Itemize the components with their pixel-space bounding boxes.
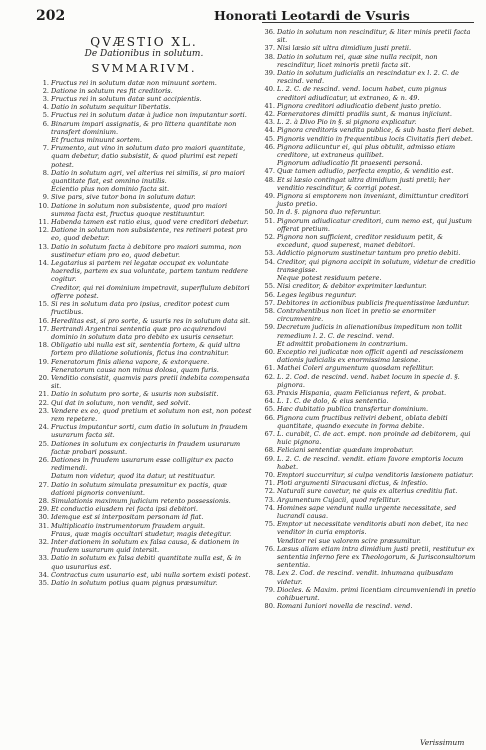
entry-number: 21. <box>38 390 49 399</box>
entry-text: Pignora cum fructibus reliviri debent, oblata debiti quantitate, quando execute in forma debite. <box>277 413 448 430</box>
entry-text: Qui dat in solutum, non vendit, sed solvit. <box>51 398 191 407</box>
summary-entry <box>262 53 476 69</box>
summary-entry <box>262 176 476 192</box>
summary-entry <box>262 143 476 159</box>
entry-text: Vendere ex eo, quod pretium et solutum non est, non potest rem repetere. <box>51 406 252 423</box>
entry-number: 66. <box>264 413 275 422</box>
summary-entry <box>36 358 252 366</box>
page-header <box>36 6 476 28</box>
summary-entry <box>36 169 252 185</box>
summary-entry <box>262 233 476 249</box>
summary-entry <box>262 537 476 545</box>
entry-text: Feliciani sententiæ quædam improbatur. <box>277 446 414 455</box>
summary-entry <box>262 389 476 397</box>
entry-text: Naturali sure cavetur, ne quis ex alterius creditiu fiat. <box>277 487 458 496</box>
summary-entry <box>36 538 252 554</box>
left-summary-list <box>36 79 252 588</box>
entry-number: 64. <box>264 397 275 406</box>
entry-number: 38. <box>264 52 275 61</box>
summary-entry <box>262 487 476 495</box>
entry-number: 6. <box>42 119 49 128</box>
summary-entry <box>36 317 252 325</box>
entry-number: 78. <box>264 569 275 578</box>
entry-text: Inter dationem in solutum ex falsa causa, & dationem in fraudem usurarum quid intersit. <box>51 537 240 555</box>
entry-text: Homines sape vendunt nulla urgente necessitate, sed lucrandi causa. <box>277 503 457 520</box>
entry-text: Pignora si emptorem non inveniant, dimittuntur creditori justo pretio. <box>277 192 469 209</box>
entry-text: Emptori succurritur, si culpa venditoris læsionem patiatur. <box>277 470 474 479</box>
summary-entry <box>262 496 476 504</box>
entry-text: Dationes in fraudem usurarum esse colligitur ex pacto redimendi. <box>51 455 234 473</box>
entry-text: Ploti argumenti Siracusani dictus, & infestio. <box>277 479 428 488</box>
entry-number: 14. <box>38 259 49 268</box>
entry-text: Exceptio rei judicatæ non officit agenti ad rescissionem dationis judicialis ex enormissima læsione. <box>277 347 464 365</box>
left-column <box>36 28 252 587</box>
entry-number: 28. <box>38 496 49 505</box>
summary-entry <box>262 545 476 570</box>
entry-text: Læsus aliam etiam intra dimidium justi pretii, restitutur ex sententia inferno fere ex Theologorum, & Jurisconsultorum sententia. <box>277 544 476 570</box>
entry-number: 63. <box>264 388 275 397</box>
summary-entry <box>262 159 476 167</box>
summary-entry <box>36 513 252 521</box>
entry-number: 79. <box>264 585 275 594</box>
entry-number: 34. <box>38 570 49 579</box>
entry-number: 18. <box>38 341 49 350</box>
summary-entry <box>262 479 476 487</box>
question-subheading: De Dationibus in solutum. <box>84 49 204 60</box>
summary-entry <box>36 530 252 538</box>
summary-entry <box>262 504 476 520</box>
entry-number: 10. <box>38 201 49 210</box>
summary-entry <box>36 423 252 439</box>
entry-text: L. 2. C. de rescind. vend. locum habet, cum pignus creditori adiudicatur, ut extraneo, & n. 49. <box>277 85 447 102</box>
entry-number: 37. <box>264 44 275 53</box>
entry-number: 68. <box>264 446 275 455</box>
summary-entry <box>36 95 252 103</box>
entry-text: Contractus cum usurario est, ubi nulla sortem existi potest. <box>51 570 251 579</box>
summary-entry <box>36 226 252 242</box>
entry-text: Et fructus minuunt sortem. <box>51 136 142 145</box>
entry-text: Obligatio ubi nulla est sit, sententia fortem, & quid ultra fortem pro dilatione solutionis, fictus ina contrahitur. <box>51 341 241 358</box>
entry-number: 58. <box>264 306 275 315</box>
entry-text: Pignora adiicuntur ei, qui plus obtulit, admisso etiam creditore, ut extraneus quilibet. <box>277 142 456 160</box>
entry-text: Pignorum adiudicatur creditori, cum nemo est, qui justum offerat pretium. <box>277 216 472 233</box>
entry-number: 57. <box>264 298 275 307</box>
entry-number: 46. <box>264 142 275 151</box>
entry-number: 36. <box>264 28 275 36</box>
summary-entry <box>36 522 252 530</box>
summary-entry <box>36 202 252 218</box>
entry-text: Diocles. & Maxim. primi licentiam circumveniendi in pretio cohibuerunt. <box>277 585 476 603</box>
summary-entry <box>36 579 252 587</box>
summary-entry <box>36 481 252 497</box>
entry-number: 39. <box>264 69 275 78</box>
entry-text: Leges legibus reguntur. <box>277 290 357 299</box>
entry-number: 55. <box>264 282 275 291</box>
entry-number: 70. <box>264 470 275 479</box>
entry-text: Idemque est si interpositam personam id fiat. <box>51 513 204 522</box>
entry-number: 67. <box>264 429 275 438</box>
summary-entry <box>36 440 252 456</box>
entry-number: 62. <box>264 372 275 381</box>
entry-text: Pignora non sufficient, creditor residuum petit, & excedunt, quod superest, manet debitori. <box>277 233 444 250</box>
entry-text: Datione in solutum non subsistente, res retineri potest pro eo, quod debetur. <box>51 226 248 243</box>
entry-number: 24. <box>38 423 49 432</box>
summary-entry <box>262 323 476 339</box>
entry-text: Datio in solutum agri, vel alterius rei similis, si pro maiori quantitate fiat, est omnino inutilis. <box>51 168 245 186</box>
entry-number: 5. <box>42 111 49 120</box>
entry-text: Venditio consistit, quamvis pars pretii indebita compensata sit. <box>51 373 250 391</box>
entry-text: Datione in solutum res fit creditoris. <box>51 86 173 95</box>
summary-entry <box>36 374 252 390</box>
entry-number: 53. <box>264 249 275 258</box>
header-rule <box>262 22 474 23</box>
entry-number: 56. <box>264 290 275 299</box>
summary-entry <box>36 79 252 87</box>
right-column <box>262 28 476 610</box>
summary-entry <box>262 118 476 126</box>
entry-number: 65. <box>264 405 275 414</box>
summary-entry <box>36 120 252 136</box>
entry-text: Sive pars, sive tutor bona in solutum datur. <box>51 193 196 202</box>
summary-entry <box>262 274 476 282</box>
entry-text: Feneratorum causa non minus dolosa, quam furis. <box>51 365 219 374</box>
entry-text: Si res in solutum data pro ipsius, creditor potest cum fructibus. <box>51 300 230 317</box>
entry-number: 30. <box>38 513 49 522</box>
summary-entry <box>36 571 252 579</box>
entry-text: Pignoris venditio in frequentibus locis Civitatis fieri debet. <box>277 134 473 143</box>
entry-number: 54. <box>264 257 275 266</box>
summary-entry <box>36 407 252 423</box>
entry-text: Nisi creditor, & debitor exprimiter læduntur. <box>277 282 427 291</box>
entry-text: Legatarius si partem rei legatæ occupat ex voluntate haeredis, partem ex sua voluntate, partem tantum reddere cogitur. <box>51 259 248 284</box>
summary-entry <box>262 192 476 208</box>
entry-number: 69. <box>264 454 275 463</box>
entry-text: Datio in solutum pro sorte, & usuris non subsistit. <box>51 390 219 399</box>
entry-number: 16. <box>38 316 49 325</box>
entry-number: 12. <box>38 226 49 235</box>
summary-entry <box>262 69 476 85</box>
entry-number: 48. <box>264 175 275 184</box>
entry-number: 3. <box>42 95 49 104</box>
entry-text: In d. §. pignora duo referuntur. <box>277 208 381 217</box>
entry-text: L. 2. à Divo Pio in §. si pignora explicatur. <box>277 118 417 127</box>
entry-number: 19. <box>38 357 49 366</box>
entry-text: Creditor, qui rei dominium impetravit, superflulum debitori offerre potest. <box>51 283 250 300</box>
entry-text: Feneratorum finis aliena vapore, & extorquere. <box>51 357 210 366</box>
entry-number: 4. <box>42 103 49 112</box>
entry-text: Datum non videtur, quod ita datur, ut restituatur. <box>51 472 216 481</box>
entry-text: Ecientio plus non dominio facta sit. <box>51 185 170 194</box>
summary-entry <box>262 446 476 454</box>
page-number: 202 <box>36 8 66 24</box>
summary-entry <box>262 455 476 471</box>
entry-text: L. 2. Cod. de rescind. vend. habet locum in specie d. §. pignora. <box>277 372 460 389</box>
entry-text: Hæc dubitatio publica transfertur dominium. <box>277 405 429 414</box>
entry-text: Dationes in solutum ex conjecturis in fraudem usurarum factæ probari possunt. <box>51 439 241 456</box>
summary-entry <box>36 111 252 119</box>
question-heading: QVÆSTIO XL. <box>90 35 198 49</box>
entry-text: Bertrandi Argentrai sententia quæ pro acquirendovi dominio in solutum data pro debito ex usuris censetur. <box>51 324 234 341</box>
summary-entry <box>262 373 476 389</box>
summary-entry <box>36 554 252 570</box>
entry-number: 23. <box>38 406 49 415</box>
entry-text: Neque potest residuum petere. <box>277 274 382 283</box>
entry-text: Addictio pignorum sustinetur tantum pro pretio debiti. <box>277 249 461 258</box>
summary-entry <box>36 390 252 398</box>
running-title: Honorati Leotardi de Vsuris <box>214 8 410 23</box>
catchword: Verissimum <box>420 738 465 747</box>
entry-number: 33. <box>38 554 49 563</box>
entry-number: 80. <box>264 602 275 611</box>
entry-number: 50. <box>264 208 275 217</box>
entry-text: L. 2. C. de rescind. vendit. etiam favore emptoris locum habet. <box>277 454 464 471</box>
entry-number: 71. <box>264 479 275 488</box>
entry-text: Fructus rei in solutum datæ non minuunt sortem. <box>51 78 217 87</box>
entry-text: Hereditas est, si pro sorte, & usuris res in solutum data sit. <box>51 316 251 325</box>
entry-text: Contrahentibus non licet in pretio se enormiter circumvenire. <box>277 306 436 324</box>
entry-text: Mathei Coleri argumentum quosdam refellitur. <box>277 364 434 373</box>
entry-number: 27. <box>38 480 49 489</box>
entry-text: Praxis Hispania, quam Felicianus refert, & probat. <box>277 388 447 397</box>
entry-text: Et admittit probationem in contrarium. <box>277 339 408 348</box>
summary-entry <box>262 135 476 143</box>
entry-number: 74. <box>264 503 275 512</box>
entry-text: L. curabit, C. de act. empt. non proinde ad debitorem, qui huic pignora. <box>277 429 471 447</box>
entry-text: Quæ tamen adiudio, perfecta emptio, & venditio est. <box>277 167 454 176</box>
entry-number: 35. <box>38 579 49 587</box>
entry-text: Fructus rei in solutum datæ sunt accipientis. <box>51 95 202 104</box>
entry-text: Decretum judicis in alienationibus impeditum non tollit remedium l. 2. C. de rescind. vend. <box>277 323 463 340</box>
summary-entry <box>262 167 476 175</box>
entry-text: Fœneratores dimitti pradiis sunt, & manus injiciunt. <box>277 110 452 119</box>
summary-entry <box>262 307 476 323</box>
summary-entry <box>262 586 476 602</box>
entry-text: Argumentum Cujacii, quod refellitur. <box>277 495 401 504</box>
entry-text: Fructus rei in solutum datæ à judice non imputantur sorti. <box>51 111 247 120</box>
summary-entry <box>262 397 476 405</box>
entry-number: 49. <box>264 192 275 201</box>
entry-number: 75. <box>264 520 275 529</box>
summary-entry <box>36 472 252 480</box>
entry-number: 29. <box>38 505 49 514</box>
summary-entry <box>262 299 476 307</box>
entry-text: L. 1. C. de dolo, & eius sententia. <box>277 397 389 406</box>
entry-number: 2. <box>42 86 49 95</box>
entry-text: Binarum impari assignatis, & pro littera quantitate non transfert dominium. <box>51 119 237 136</box>
entry-text: Multiplicatio instrumentorum fraudem arguit. <box>51 521 205 530</box>
summary-entry <box>36 325 252 341</box>
entry-number: 73. <box>264 495 275 504</box>
entry-text: Habenda tamen est ratio eius, quod vere creditori debetur. <box>51 218 249 227</box>
entry-number: 32. <box>38 537 49 546</box>
entry-text: Datio in solutum judicialis an rescindatur ex l. 2. C. de rescind. vend. <box>277 69 460 86</box>
entry-number: 76. <box>264 544 275 553</box>
entry-text: Nisi læsio sit ultra dimidium justi pretii. <box>277 44 412 53</box>
summary-entry <box>36 144 252 169</box>
entry-text: Datio in solutum non rescinditur, & liter minis pretii facta sit. <box>277 28 471 45</box>
entry-number: 9. <box>42 193 49 202</box>
entry-number: 41. <box>264 101 275 110</box>
entry-number: 31. <box>38 521 49 530</box>
summary-entry <box>262 364 476 372</box>
summary-entry <box>262 430 476 446</box>
entry-number: 43. <box>264 118 275 127</box>
summary-entry <box>262 282 476 290</box>
entry-number: 1. <box>42 78 49 87</box>
entry-text: Pignora creditoris vendita publice, & sub hasta fieri debet. <box>277 126 474 135</box>
summary-entry <box>36 456 252 472</box>
summary-entry <box>36 185 252 193</box>
summary-entry <box>262 102 476 110</box>
entry-number: 8. <box>42 168 49 177</box>
entry-text: Venditor rei sue valorem scire præsumitur. <box>277 536 421 545</box>
entry-number: 60. <box>264 347 275 356</box>
entry-text: Datio in solutum rei, quæ sine nulla recipit, non rescinditur, licet minoris pretii facta sit. <box>277 52 438 69</box>
summary-entry <box>262 348 476 364</box>
summary-entry <box>36 218 252 226</box>
summary-entry <box>36 497 252 505</box>
summary-entry <box>262 414 476 430</box>
entry-text: Pignorum adiudicatio fit praesenti personâ. <box>277 159 423 168</box>
entry-text: Datio in solutum facta à debitore pro maiori summa, non sustinetur etiam pro eo, quod debetur. <box>51 242 242 259</box>
entry-text: Datio in solutum ex falsa debiti quantitate nulla est, & in quo usurarius est. <box>51 554 242 571</box>
summary-entry <box>262 405 476 413</box>
entry-number: 7. <box>42 144 49 153</box>
summary-entry <box>36 505 252 513</box>
entry-text: Datio in solutum sequitur libertatis. <box>51 103 171 112</box>
summary-entry <box>262 602 476 610</box>
entry-number: 20. <box>38 373 49 382</box>
summary-entry <box>262 110 476 118</box>
summary-entry <box>36 399 252 407</box>
summary-entry <box>262 520 476 536</box>
entry-number: 25. <box>38 439 49 448</box>
entry-number: 40. <box>264 85 275 94</box>
entry-number: 15. <box>38 300 49 309</box>
summary-entry <box>262 28 476 44</box>
entry-number: 47. <box>264 167 275 176</box>
right-summary-list <box>262 28 476 610</box>
summary-entry <box>36 136 252 144</box>
summary-entry <box>262 291 476 299</box>
entry-number: 61. <box>264 364 275 373</box>
summary-entry <box>36 366 252 374</box>
summary-entry <box>262 208 476 216</box>
entry-text: Fructus imputantur sorti, cum datio in solutum in fraudem usurarum facta sit. <box>51 423 248 440</box>
entry-text: Simulationis maximum judicium retento possessionis. <box>51 496 231 505</box>
summary-title: SVMMARIVM. <box>91 61 197 76</box>
summary-entry <box>262 85 476 101</box>
entry-number: 51. <box>264 216 275 225</box>
entry-text: Datio in solutum simulata presumitur ex pactis, quæ dationi pignoris conveniunt. <box>51 480 228 497</box>
summary-entry <box>36 284 252 300</box>
entry-number: 13. <box>38 242 49 251</box>
entry-number: 59. <box>264 323 275 332</box>
summary-entry <box>262 340 476 348</box>
summary-entry <box>36 243 252 259</box>
entry-text: Pignora creditori adiudicatio debent justo pretio. <box>277 101 442 110</box>
entry-number: 17. <box>38 324 49 333</box>
entry-text: Romani Iuniori novella de rescind. vend. <box>277 602 413 611</box>
summary-entry <box>36 103 252 111</box>
summary-entry <box>262 471 476 479</box>
entry-text: Frumento, aut vino in solutum dato pro maiori quantitate, quam debetur, datio subsistit, & quod plurimi est repeti potest. <box>51 144 246 169</box>
entry-number: 45. <box>264 134 275 143</box>
entry-number: 44. <box>264 126 275 135</box>
entry-text: Emptor ut necessitate venditoris abuti non debet, ita nec venditor in curia emptoris. <box>277 520 469 537</box>
entry-text: Datione in solutum non subsistente, quod pro maiori summa facta est, fructus quoque restituuntur. <box>51 201 228 218</box>
entry-number: 22. <box>38 398 49 407</box>
summary-entry <box>36 300 252 316</box>
entry-number: 52. <box>264 233 275 242</box>
entry-text: Et si læsio contingat ultra dimidium justi pretii; her venditio rescinditur, & corrigi potest. <box>277 175 450 192</box>
entry-text: Datio in solutum potius quam pignus præsumitur. <box>51 579 218 587</box>
summary-entry <box>36 259 252 284</box>
summary-entry <box>262 44 476 52</box>
summary-entry <box>262 126 476 134</box>
entry-text: Creditor, qui pignora accipit in solutum, videtur de creditio transegisse. <box>277 257 476 274</box>
summary-entry <box>262 217 476 233</box>
entry-text: Debitores in actionibus publicis frequentissime læduntur. <box>277 298 470 307</box>
summary-entry <box>262 249 476 257</box>
summary-entry <box>262 569 476 585</box>
summary-entry <box>36 87 252 95</box>
summary-entry <box>36 341 252 357</box>
summary-entry <box>262 258 476 274</box>
entry-number: 26. <box>38 455 49 464</box>
entry-text: Et conductio eiusdem rei facta ipsi debitori. <box>51 505 198 514</box>
summary-entry <box>36 193 252 201</box>
entry-number: 72. <box>264 487 275 496</box>
entry-text: Lex 2. Cod. de rescind. vendit. inhumana quibusdam videtur. <box>277 569 454 586</box>
entry-number: 42. <box>264 110 275 119</box>
entry-number: 11. <box>38 218 49 227</box>
entry-text: Fraus, quæ magis occultari studetur, magis detegitur. <box>51 529 232 538</box>
